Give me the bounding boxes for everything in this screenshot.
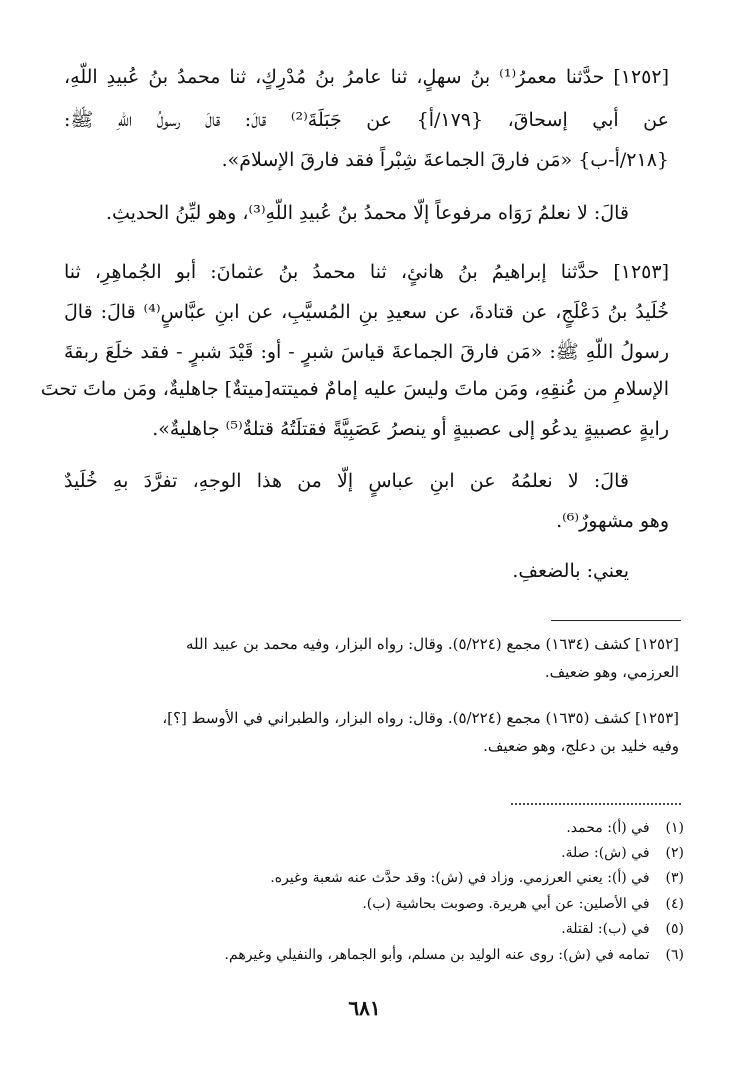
- hadith-1253-line-4: الإسلامِ من عُنقِهِ، ومَن ماتَ وليسَ عليه إمامٌ فميتته[ميتةٌ] جاهليةٌ، ومَن ماتَ تحتَ: [40, 378, 669, 400]
- footnote-separator: [551, 620, 681, 621]
- note-text: في (أ): يعني العرزمي. وزاد في (ش): وقد حدَّث عنه شعبة وغيره.: [270, 870, 650, 886]
- hadith-1253-line-1: [١٢٥٣] حدَّثنا إبراهيمُ بنُ هانئٍ، ثنا محمدُ بنُ عثمانَ: أبو الجُماهِرِ، ثنا: [64, 261, 669, 283]
- note-text: تمامه في (ش): روى عنه الوليد بن مسلم، وأبو الجماهر، والنفيلي وغيرهم.: [224, 947, 650, 963]
- page-number: ٦٨١: [348, 996, 381, 1020]
- note-text: في (ب): لقتلة.: [561, 921, 650, 937]
- note-6: [225, 944, 684, 966]
- note-3: [270, 867, 684, 889]
- note-text: في الأصلين: عن أبي هريرة. وصوبت بحاشية (ب).: [362, 896, 650, 912]
- hadith-1253-line-2: خُلَيدُ بنُ دَعْلَجٍ، عن قتادةَ، عن سعيدِ بنِ المُسيَّبِ، عن ابنِ عبَّاسٍ⁽⁴⁾ قالَ: قالَ: [64, 301, 670, 323]
- note-number: (٢): [665, 845, 684, 861]
- hadith-1253-comment-1: قالَ: لا نعلمُهُ عن ابنِ عباسٍ إلّا من هذا الوجهِ، تفرَّدَ بهِ خُلَيدٌ: [64, 470, 629, 492]
- note-number: (١): [665, 820, 684, 836]
- reference-1252-line-1: [١٢٥٢] كشف (١٦٣٤) مجمع (٥/٢٢٤). وقال: رواه البزار، وفيه محمد بن عبيد الله: [186, 635, 679, 653]
- hadith-1253-comment-2: وهو مشهورٌ⁽⁶⁾.: [556, 510, 669, 532]
- hadith-1252-line-3: {٢١٨/أ-ب} «مَن فارقَ الجماعةَ شِبْراً فقد فارقَ الإسلامَ».: [221, 149, 669, 171]
- note-number: (٣): [665, 870, 684, 886]
- reference-1253-line-2: وفيه خليد بن دعلج، وهو ضعيف.: [483, 737, 679, 755]
- reference-1253-line-1: [١٢٥٣] كشف (١٦٣٥) مجمع (٥/٢٢٤). وقال: رواه البزار، والطبراني في الأوسط [؟]،: [162, 709, 679, 727]
- reference-1252: [58, 632, 679, 684]
- note-text: في (ش): صلة.: [561, 845, 650, 861]
- hadith-1253-line-3: رسولُ اللّهِ ﷺ: «مَن فارقَ الجماعةَ قياسَ شبرٍ - أو: قَيْدَ شبرٍ - فقد خلَعَ ربقةَ: [64, 341, 669, 363]
- note-1: [566, 817, 684, 839]
- hadith-1253-comment-3: يعني: بالضعفِ.: [512, 560, 629, 582]
- hadith-1253-line-5: رايةٍ عصبيةٍ يدعُو إلى عصبيةٍ أو ينصرُ عَصَبِيَّةً فقتلَتُهُ قتلةٌ⁽⁵⁾ جاهليةٌ».: [152, 418, 669, 440]
- note-text: في (أ): محمد.: [566, 820, 650, 836]
- note-5: [561, 918, 684, 940]
- hadith-1252-line-2: عن أبي إسحاقَ، {١٧٩/أ} عن جَبَلَةَ⁽²⁾ قالَ: قالَ رسولُ اللّهِ ﷺ:: [64, 109, 669, 131]
- note-4: [362, 893, 684, 915]
- hadith-1252-comment: قالَ: لا نعلمُ رَوَاه مرفوعاً إلّا محمدُ بنُ عُبيدِ اللّهِ⁽³⁾، وهو ليِّنُ الحديثِ.: [105, 202, 629, 224]
- notes-separator: [511, 803, 681, 805]
- reference-1252-line-2: العرزمي، وهو ضعيف.: [544, 663, 679, 681]
- note-number: (٦): [665, 947, 684, 963]
- hadith-1252-line-1: [١٢٥٢] حدَّثنا معمرُ⁽¹⁾ بنُ سهلٍ، ثنا عامرُ بنُ مُدْرِكٍ، ثنا محمدُ بنُ عُبيدِ اللّهِ،: [64, 66, 669, 88]
- note-2: [561, 842, 684, 864]
- reference-1253: [58, 706, 679, 758]
- note-number: (٥): [665, 921, 684, 937]
- note-number: (٤): [665, 896, 684, 912]
